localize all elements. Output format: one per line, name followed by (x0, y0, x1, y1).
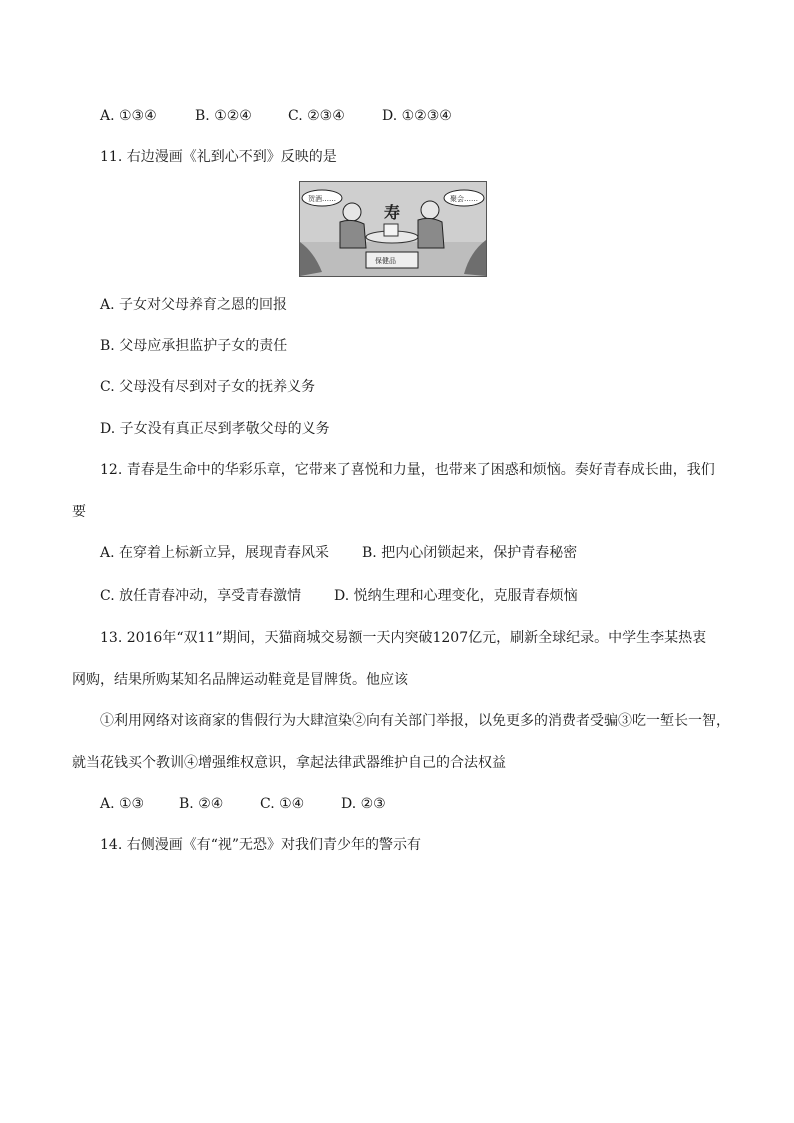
q12-option-c: C. 放任青春冲动，享受青春激情 (100, 588, 302, 604)
q13-options-row (100, 795, 386, 813)
q12-option-b: B. 把内心闭锁起来，保护青春秘密 (362, 545, 578, 561)
q11-stem: 11. 右边漫画《礼到心不到》反映的是 (100, 149, 337, 165)
q10-option-d: D. ①②③④ (382, 108, 452, 124)
q11-option-d: D. 子女没有真正尽到孝敬父母的义务 (100, 421, 330, 437)
q13-option-a: A. ①③ (100, 796, 145, 812)
q13-option-d: D. ②③ (341, 796, 386, 812)
q13-items-line2: 就当花钱买个教训④增强维权意识，拿起法律武器维护自己的合法权益 (72, 755, 506, 771)
q11-comic-image (299, 181, 487, 277)
q13-items-line1: ①利用网络对该商家的售假行为大肆渲染②向有关部门举报，以免更多的消费者受骗③吃一堑长一智， (100, 713, 730, 729)
q12-option-a: A. 在穿着上标新立异，展现青春风采 (100, 545, 330, 561)
q12-option-d: D. 悦纳生理和心理变化，克服青春烦恼 (334, 588, 578, 604)
q13-option-b: B. ②④ (179, 796, 224, 812)
q10-option-a: A. ①③④ (100, 108, 157, 124)
q13-option-c: C. ①④ (260, 796, 305, 812)
q11-option-c: C. 父母没有尽到对子女的抚养义务 (100, 379, 316, 395)
q10-options-row (100, 107, 452, 125)
q11-option-b: B. 父母应承担监护子女的责任 (100, 338, 288, 354)
q13-stem-line2: 网购，结果所购某知名品牌运动鞋竟是冒牌货。他应该 (72, 672, 408, 688)
comic-bubble-left: 贺酒…… (308, 195, 336, 203)
q10-option-b: B. ①②④ (195, 108, 252, 124)
q12-stem-line2: 要 (72, 504, 86, 520)
comic-box-label: 保健品 (375, 257, 396, 265)
comic-bubble-right: 聚会…… (450, 195, 478, 203)
q13-stem-line1: 13. 2016年“双11”期间，天猫商城交易额一天内突破1207亿元，刷新全球纪录。中学生李某热衷 (100, 630, 707, 646)
q12-options-row2 (100, 587, 578, 605)
q12-stem-line1: 12. 青春是生命中的华彩乐章，它带来了喜悦和力量，也带来了困惑和烦恼。奏好青春成长曲，我们 (100, 462, 715, 478)
q12-options-row1 (100, 544, 577, 562)
comic-center-char: 寿 (384, 203, 401, 222)
q14-stem: 14. 右侧漫画《有“视”无恐》对我们青少年的警示有 (100, 837, 422, 853)
q11-option-a: A. 子女对父母养育之恩的回报 (100, 297, 288, 313)
q10-option-c: C. ②③④ (288, 108, 345, 124)
